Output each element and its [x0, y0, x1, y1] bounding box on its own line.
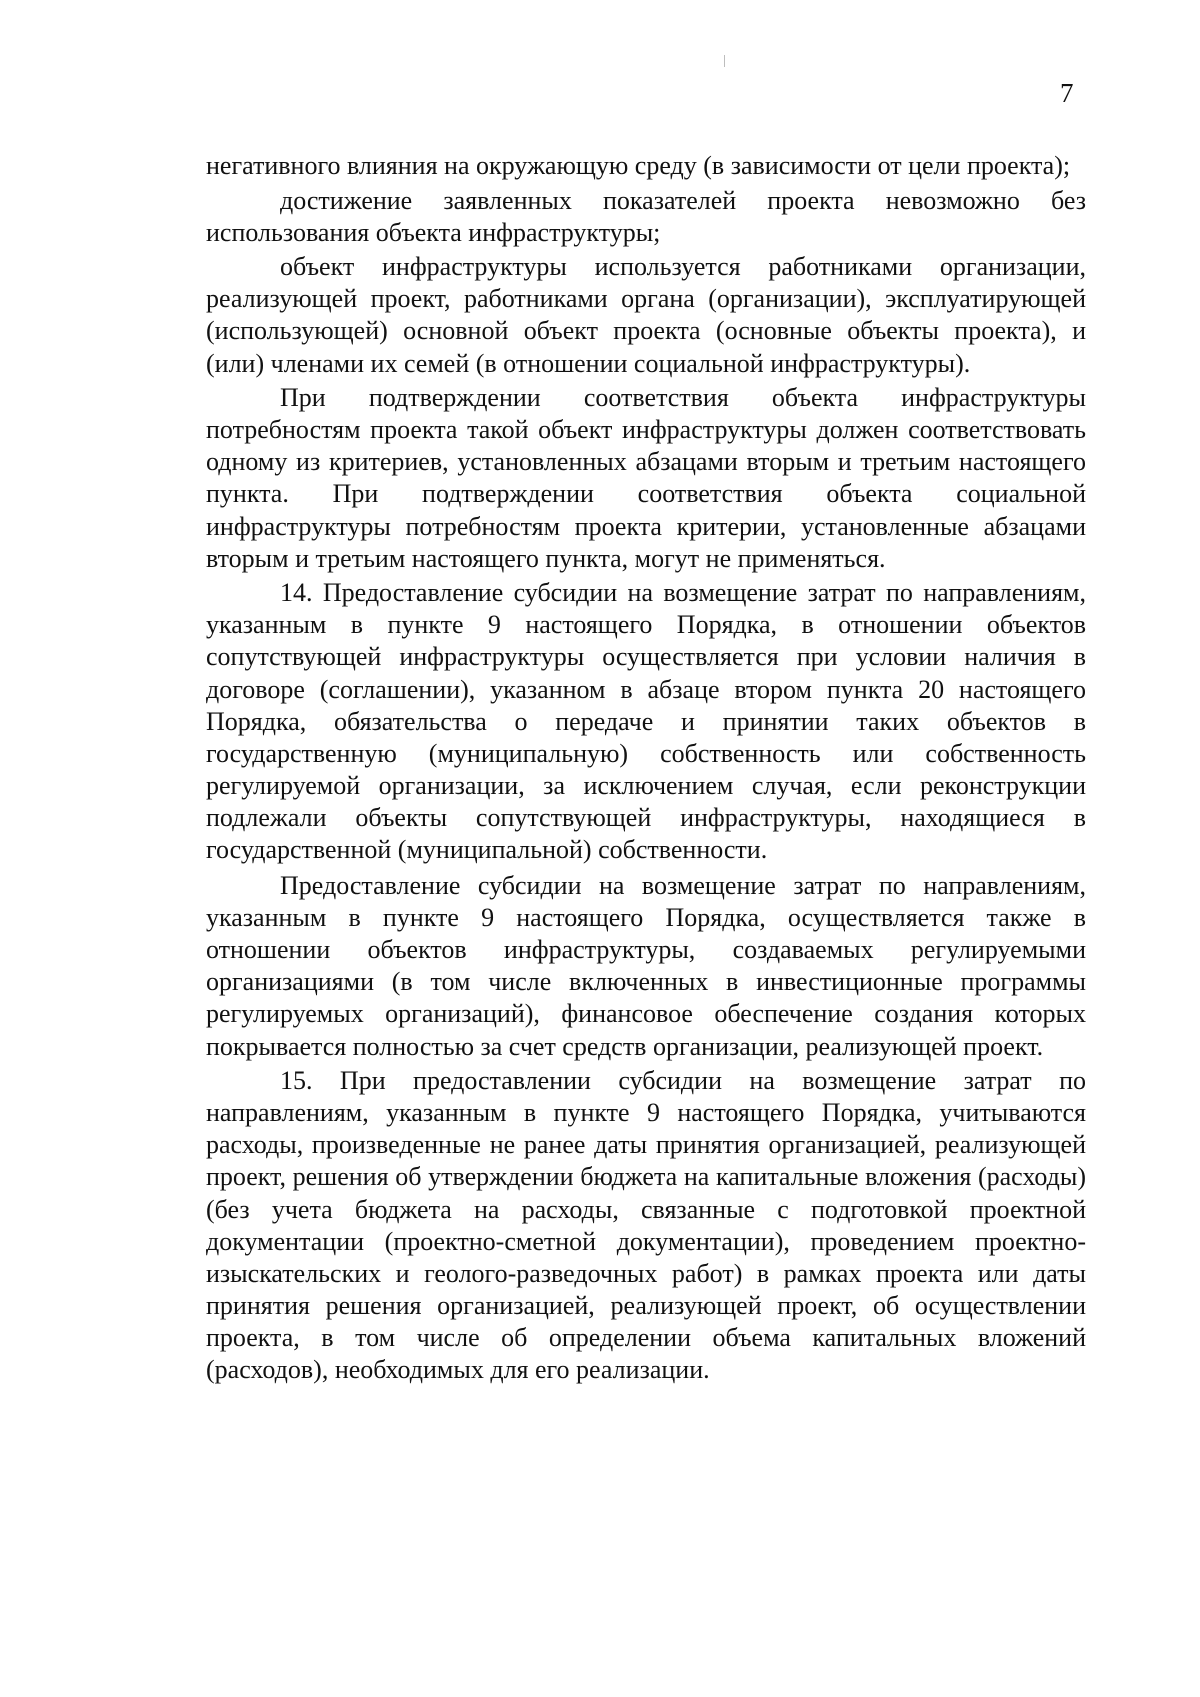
paragraph-item-15: 15. При предоставлении субсидии на возмещение затрат по направлениям, указанным в пункте 9 настоящего Порядка, учитываются расходы, произведенные не ранее даты принятия организацией, реализующей проект, решения об утверждении бюджета на капитальные вложения (расходы) (без учета бюджета на расходы, связанные с подготовкой проектной документации (проектно-сметной документации), проведением проектно-изыскательских и геолого-разведочных работ) в рамках проекта или даты принятия решения организацией, реализующей проект, об осуществлении проекта, в том числе об определении объема капитальных вложений (расходов), необходимых для его реализации.	[206, 1066, 1086, 1384]
paragraph-criterion-2: достижение заявленных показателей проекта невозможно без использования объекта инфраструктуры;	[206, 185, 1086, 247]
paragraph-item-14-continued: Предоставление субсидии на возмещение затрат по направлениям, указанным в пункте 9 настоящего Порядка, осуществляется также в отношении объектов инфраструктуры, создаваемых регулируемыми организациями (в том числе включенных в инвестиционные программы регулируемых организаций), финансовое обеспечение создания которых покрывается полностью за счет средств организации, реализующей проект.	[206, 871, 1086, 1061]
paragraph-continuation: негативного влияния на окружающую среду (в зависимости от цели проекта);	[206, 151, 1071, 180]
page-number: 7	[1060, 78, 1074, 108]
paragraph-confirmation: При подтверждении соответствия объекта инфраструктуры потребностям проекта такой объект инфраструктуры должен соответствовать одному из критериев, установленных абзацами вторым и третьим настоящего пункта. При подтверждении соответствия объекта социальной инфраструктуры потребностям проекта критерии, установленные абзацами вторым и третьим настоящего пункта, могут не применяться.	[206, 383, 1086, 573]
paragraph-criterion-3: объект инфраструктуры используется работниками организации, реализующей проект, работниками органа (организации), эксплуатирующей (использующей) основной объект проекта (основные объекты проекта), и (или) членами их семей (в отношении социальной инфраструктуры).	[206, 252, 1086, 378]
body-text	[206, 150, 1086, 1389]
scan-artifact	[724, 55, 725, 67]
paragraph-item-14: 14. Предоставление субсидии на возмещение затрат по направлениям, указанным в пункте 9 настоящего Порядка, в отношении объектов сопутствующей инфраструктуры осуществляется при условии наличия в договоре (соглашении), указанном в абзаце втором пункта 20 настоящего Порядка, обязательства о передаче и принятии таких объектов в государственную (муниципальную) собственность или собственность регулируемой организации, за исключением случая, если реконструкции подлежали объекты сопутствующей инфраструктуры, находящиеся в государственной (муниципальной) собственности.	[206, 578, 1086, 864]
